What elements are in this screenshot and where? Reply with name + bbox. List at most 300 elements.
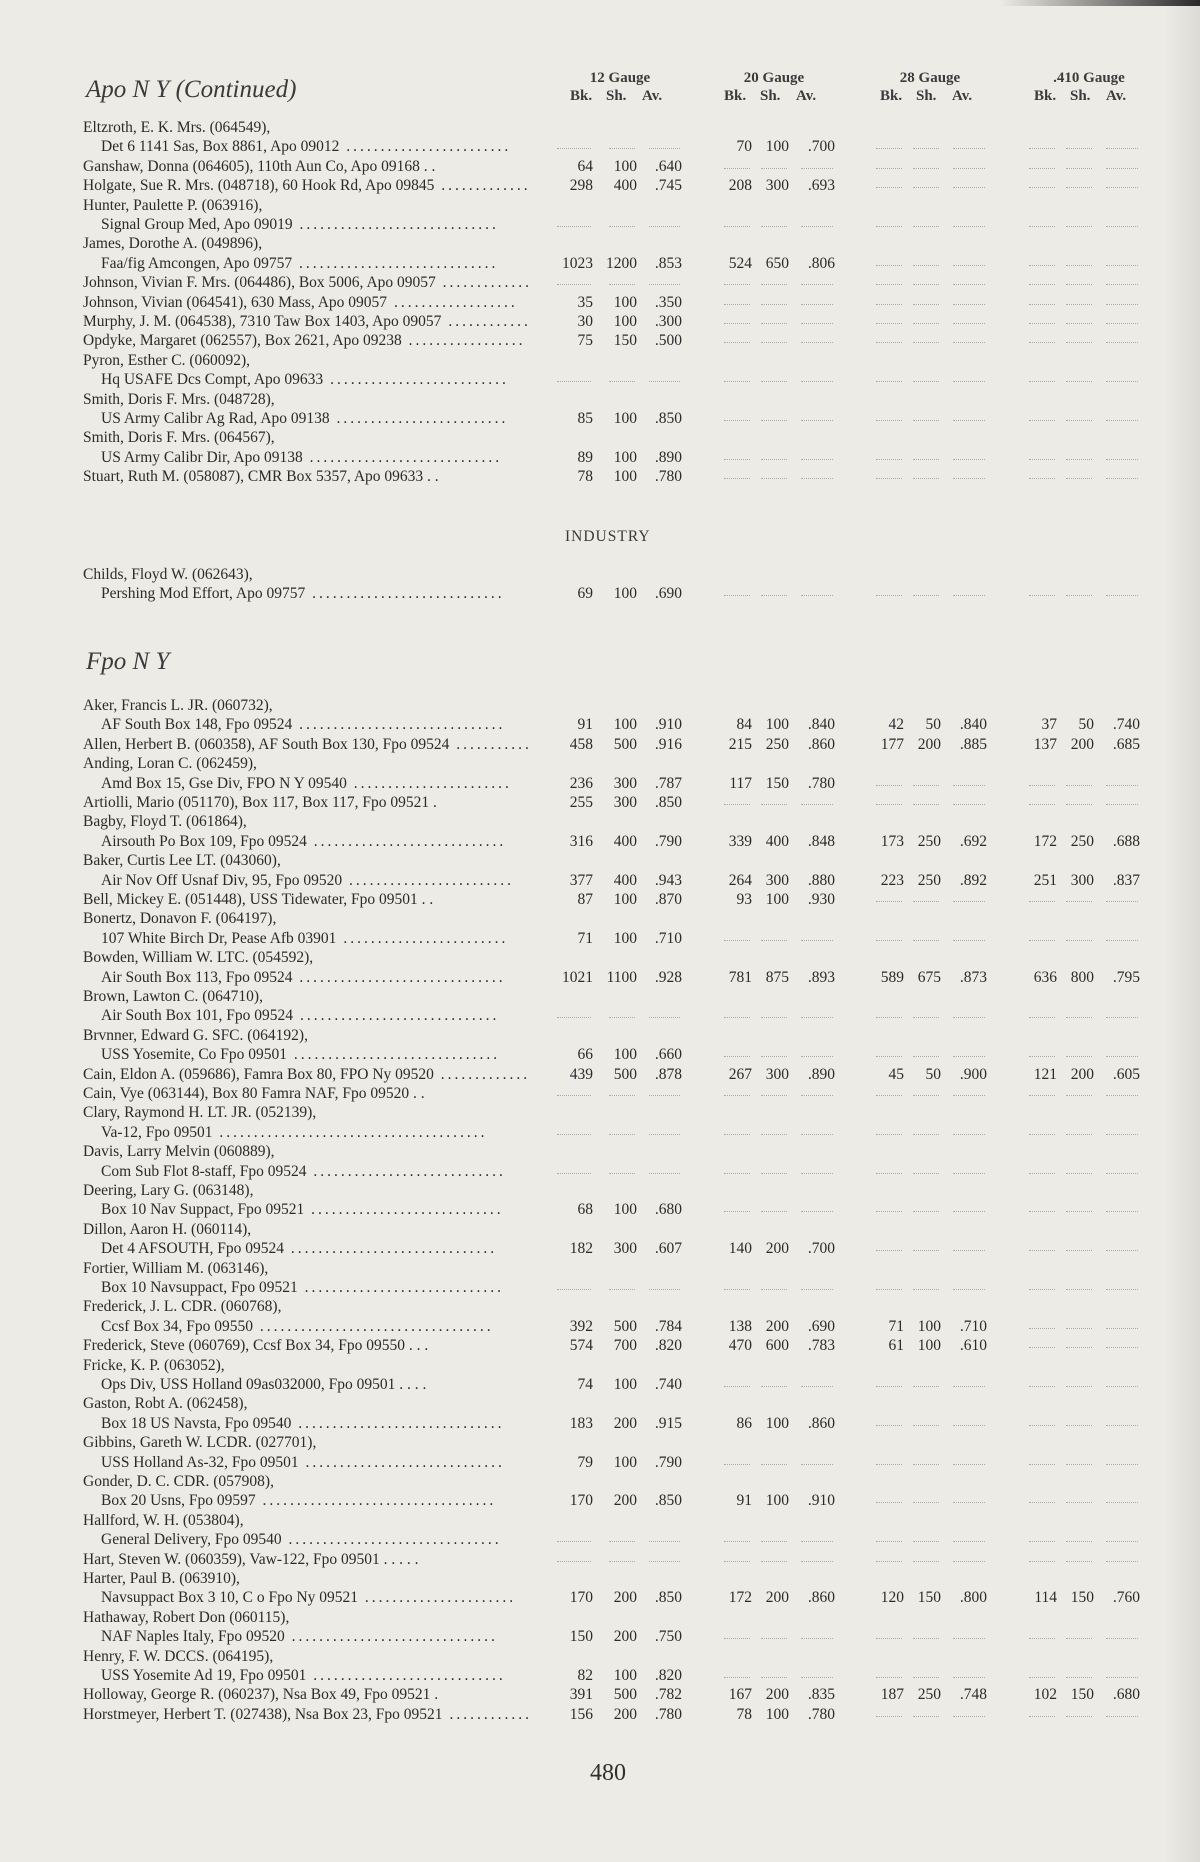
sh-header: Sh. [760, 88, 781, 104]
entry-text: Signal Group Med, Apo 09019 [101, 216, 293, 233]
entry-line [0, 1162, 1200, 1181]
shooter-name [83, 565, 253, 584]
g12-bk-value: 69 [577, 585, 593, 603]
empty-score-placeholder [1066, 804, 1092, 805]
g410-sh-value: 150 [1070, 1686, 1094, 1704]
empty-score-placeholder [557, 381, 591, 382]
empty-score-placeholder [1106, 1638, 1138, 1639]
g12-av-value: .607 [654, 1240, 682, 1258]
empty-score-placeholder [953, 323, 985, 324]
empty-score-placeholder [1066, 168, 1092, 169]
empty-score-placeholder [801, 1464, 833, 1465]
entry-text: US Army Calibr Ag Rad, Apo 09138 [101, 410, 330, 427]
empty-score-placeholder [1029, 1250, 1055, 1251]
empty-score-placeholder [953, 1386, 985, 1387]
g410-bk-value: 172 [1033, 832, 1057, 850]
industry-heading: INDUSTRY [565, 528, 651, 545]
empty-score-placeholder [1029, 1561, 1055, 1562]
entry-text: Stuart, Ruth M. (058087), CMR Box 5357, Apo 09633 . . [83, 468, 439, 486]
empty-score-placeholder [609, 284, 635, 285]
entry-line [0, 1123, 1200, 1142]
entry-text: Va-12, Fpo 09501 [101, 1123, 213, 1141]
empty-score-placeholder [1029, 478, 1055, 479]
entry-line [0, 793, 1200, 812]
g20-av-value: .700 [807, 1240, 835, 1258]
g12-bk-value: 298 [569, 177, 593, 195]
empty-score-placeholder [1106, 342, 1138, 343]
shooter-name [83, 351, 250, 370]
entry-line [0, 448, 1200, 467]
empty-score-placeholder [876, 226, 902, 227]
shooter-name [83, 273, 532, 292]
shooter-name [83, 234, 262, 253]
empty-score-placeholder [724, 304, 750, 305]
g28-bk-value: 71 [888, 1317, 904, 1335]
entry-text: Horstmeyer, Herbert T. (027438), Nsa Box 23, Fpo 09521 [83, 1705, 443, 1723]
entry-line [0, 812, 1200, 831]
empty-score-placeholder [1106, 1017, 1138, 1018]
empty-score-placeholder [876, 1095, 902, 1096]
shooter-address [101, 774, 512, 793]
empty-score-placeholder [876, 478, 902, 479]
shooter-name [83, 1220, 251, 1239]
leader-dots: ........................ [342, 871, 514, 889]
entry-text: Box 18 US Navsta, Fpo 09540 [101, 1414, 292, 1432]
entry-text: Hunter, Paulette P. (063916), [83, 196, 263, 214]
empty-score-placeholder [876, 901, 902, 902]
empty-score-placeholder [761, 1017, 787, 1018]
g12-bk-value: 91 [577, 716, 593, 734]
entry-line [0, 871, 1200, 890]
g12-sh-value: 100 [613, 448, 637, 466]
entry-line [0, 851, 1200, 870]
empty-score-placeholder [609, 381, 635, 382]
empty-score-placeholder [1029, 420, 1055, 421]
shooter-name [83, 812, 247, 831]
empty-score-placeholder [724, 478, 750, 479]
g12-sh-value: 100 [613, 1201, 637, 1219]
empty-score-placeholder [1066, 1017, 1092, 1018]
leader-dots: ............. [434, 177, 531, 195]
g20-av-value: .700 [807, 138, 835, 156]
empty-score-placeholder [913, 1211, 939, 1212]
leader-dots: ......................... [329, 410, 509, 427]
empty-score-placeholder [724, 1134, 750, 1135]
empty-score-placeholder [1029, 381, 1055, 382]
empty-score-placeholder [1106, 1211, 1138, 1212]
entry-text: Holgate, Sue R. Mrs. (048718), 60 Hook Rd, Apo 09845 [83, 177, 435, 195]
g20-sh-value: 875 [765, 968, 789, 986]
g28-sh-value: 50 [925, 1065, 941, 1083]
sh-header: Sh. [606, 88, 627, 104]
empty-score-placeholder [913, 187, 939, 188]
empty-score-placeholder [801, 226, 833, 227]
entry-text: Eltzroth, E. K. Mrs. (064549), [83, 119, 271, 136]
g20-sh-value: 300 [765, 1065, 789, 1083]
g28-sh-value: 100 [917, 1317, 941, 1335]
empty-score-placeholder [609, 1095, 635, 1096]
g20-bk-value: 215 [728, 735, 752, 753]
entry-line [0, 1685, 1200, 1704]
g12-av-value: .915 [654, 1414, 682, 1432]
empty-score-placeholder [1106, 1502, 1138, 1503]
entry-line [0, 157, 1200, 176]
g410-bk-value: 114 [1034, 1589, 1057, 1607]
entry-line [0, 176, 1200, 195]
empty-score-placeholder [761, 1173, 787, 1174]
empty-score-placeholder [1029, 1541, 1055, 1542]
leader-dots: ............................... [281, 1531, 502, 1549]
g20-sh-value: 650 [765, 254, 789, 272]
entry-line [0, 1608, 1200, 1627]
leader-dots: .................. [387, 293, 518, 311]
leader-dots: .......................... [323, 371, 509, 389]
empty-score-placeholder [1029, 1386, 1055, 1387]
empty-score-placeholder [1066, 304, 1092, 305]
leader-dots: ............................ [306, 832, 507, 850]
empty-score-placeholder [1029, 1425, 1055, 1426]
g12-bk-value: 439 [569, 1065, 593, 1083]
empty-score-placeholder [913, 168, 939, 169]
shooter-name [83, 467, 439, 486]
entry-text: Aker, Francis L. JR. (060732), [83, 697, 273, 714]
empty-score-placeholder [913, 226, 939, 227]
entry-text: Smith, Doris F. Mrs. (048728), [83, 390, 275, 408]
empty-score-placeholder [724, 226, 750, 227]
empty-score-placeholder [1106, 284, 1138, 285]
shooter-name [83, 118, 270, 137]
leader-dots: .................................. [253, 1317, 494, 1335]
empty-score-placeholder [1106, 804, 1138, 805]
g410-bk-value: 102 [1033, 1686, 1057, 1704]
g20-sh-value: 200 [765, 1686, 789, 1704]
g12-bk-value: 66 [577, 1046, 593, 1064]
entry-line [0, 1394, 1200, 1413]
g12-av-value: .750 [654, 1628, 682, 1646]
empty-score-placeholder [1106, 459, 1138, 460]
g12-sh-value: 200 [613, 1414, 637, 1432]
empty-score-placeholder [953, 804, 985, 805]
g12-bk-value: 1023 [562, 254, 593, 272]
leader-dots: ............................ [304, 1201, 504, 1219]
empty-score-placeholder [724, 1561, 750, 1562]
g12-av-value: .780 [654, 468, 682, 486]
empty-score-placeholder [761, 168, 787, 169]
empty-score-placeholder [1029, 1347, 1055, 1348]
shooter-address [101, 871, 514, 890]
page-number: 480 [590, 1760, 626, 1786]
empty-score-placeholder [913, 1095, 939, 1096]
entry-text: Frederick, J. L. CDR. (060768), [83, 1298, 282, 1316]
entry-text: Gibbins, Gareth W. LCDR. (027701), [83, 1434, 317, 1452]
empty-score-placeholder [1106, 226, 1138, 227]
empty-score-placeholder [913, 459, 939, 460]
g12-av-value: .350 [654, 293, 682, 311]
empty-score-placeholder [724, 1541, 750, 1542]
g28-av-value: .892 [959, 871, 987, 889]
leader-dots: ....................... [346, 774, 512, 792]
shooter-name [83, 1026, 308, 1045]
empty-score-placeholder [913, 284, 939, 285]
empty-score-placeholder [913, 1289, 939, 1290]
empty-score-placeholder [1029, 1095, 1055, 1096]
g20-sh-value: 400 [765, 832, 789, 850]
gauge-column-headers [0, 70, 1200, 116]
g12-av-value: .850 [654, 1589, 682, 1607]
g20-sh-value: 100 [765, 1492, 789, 1510]
empty-score-placeholder [876, 1716, 902, 1717]
shooter-name [83, 1511, 244, 1530]
empty-score-placeholder [724, 595, 750, 596]
shooter-address [101, 832, 506, 851]
g20-bk-value: 70 [736, 138, 752, 156]
empty-score-placeholder [724, 1464, 750, 1465]
g20-bk-value: 167 [728, 1686, 752, 1704]
g12-av-value: .850 [654, 1492, 682, 1510]
empty-score-placeholder [609, 1541, 635, 1542]
g20-av-value: .880 [807, 871, 835, 889]
shooter-name [83, 293, 518, 312]
entry-text: AF South Box 148, Fpo 09524 [101, 716, 293, 734]
leader-dots: ............................. [297, 1279, 505, 1296]
g12-bk-value: 1021 [562, 968, 593, 986]
empty-score-placeholder [1106, 785, 1138, 786]
entry-text: Opdyke, Margaret (062557), Box 2621, Apo 09238 [83, 332, 402, 350]
entry-text: Airsouth Po Box 109, Fpo 09524 [101, 832, 307, 850]
entry-line [0, 1103, 1200, 1122]
g20-sh-value: 100 [765, 716, 789, 734]
entry-line [0, 1026, 1200, 1045]
empty-score-placeholder [876, 168, 902, 169]
shooter-address [101, 1453, 505, 1472]
empty-score-placeholder [557, 1173, 591, 1174]
empty-score-placeholder [913, 1464, 939, 1465]
empty-score-placeholder [1029, 284, 1055, 285]
empty-score-placeholder [953, 420, 985, 421]
entry-text: Baker, Curtis Lee LT. (043060), [83, 852, 281, 870]
shooter-address [101, 370, 509, 389]
shooter-address [101, 1200, 504, 1219]
entry-line [0, 948, 1200, 967]
leader-dots: ............ [441, 313, 531, 330]
empty-score-placeholder [724, 1173, 750, 1174]
empty-score-placeholder [913, 420, 939, 421]
empty-score-placeholder [1066, 1173, 1092, 1174]
g410-av-value: .795 [1112, 968, 1140, 986]
g12-av-value: .928 [654, 968, 682, 986]
empty-score-placeholder [1029, 1211, 1055, 1212]
g20-av-value: .840 [807, 716, 835, 734]
shooter-name [83, 1394, 247, 1413]
entry-text: Gonder, D. C. CDR. (057908), [83, 1473, 274, 1490]
empty-score-placeholder [876, 304, 902, 305]
empty-score-placeholder [876, 1386, 902, 1387]
empty-score-placeholder [876, 1017, 902, 1018]
empty-score-placeholder [761, 940, 787, 941]
entry-line [0, 1491, 1200, 1510]
empty-score-placeholder [1066, 148, 1092, 149]
g28-sh-value: 200 [917, 735, 941, 753]
empty-score-placeholder [557, 148, 591, 149]
empty-score-placeholder [953, 1638, 985, 1639]
leader-dots: ............ [442, 1705, 532, 1723]
entry-line [0, 273, 1200, 292]
g20-av-value: .783 [807, 1337, 835, 1355]
g20-bk-value: 267 [728, 1065, 752, 1083]
empty-score-placeholder [1066, 381, 1092, 382]
entry-line [0, 1317, 1200, 1336]
g410-sh-value: 50 [1078, 716, 1094, 734]
entry-text: Ops Div, USS Holland 09as032000, Fpo 09501 . . . . [101, 1376, 427, 1393]
empty-score-placeholder [913, 381, 939, 382]
empty-score-placeholder [876, 420, 902, 421]
g20-bk-value: 264 [728, 871, 752, 889]
g12-sh-value: 100 [613, 891, 637, 908]
g20-sh-value: 600 [765, 1337, 789, 1355]
empty-score-placeholder [649, 1095, 680, 1096]
empty-score-placeholder [876, 323, 902, 324]
g12-sh-value: 150 [613, 332, 637, 350]
g12-sh-value: 100 [613, 468, 637, 486]
shooter-address [101, 1045, 500, 1064]
empty-score-placeholder [801, 420, 833, 421]
shooter-name [83, 312, 531, 331]
leader-dots: .............................. [284, 1628, 498, 1646]
empty-score-placeholder [761, 342, 787, 343]
empty-score-placeholder [953, 304, 985, 305]
empty-score-placeholder [1066, 342, 1092, 343]
g12-sh-value: 100 [613, 293, 637, 311]
g20-bk-value: 84 [736, 716, 752, 734]
g12-bk-value: 64 [577, 157, 593, 175]
empty-score-placeholder [761, 1095, 787, 1096]
empty-score-placeholder [1106, 168, 1138, 169]
shooter-address [101, 584, 505, 603]
g20-bk-value: 117 [729, 774, 752, 792]
empty-score-placeholder [1066, 226, 1092, 227]
g12-sh-value: 100 [613, 1667, 637, 1684]
leader-dots: ............................ [305, 585, 505, 603]
empty-score-placeholder [876, 940, 902, 941]
empty-score-placeholder [876, 785, 902, 786]
g28-av-value: .748 [959, 1686, 987, 1704]
empty-score-placeholder [724, 284, 750, 285]
empty-score-placeholder [724, 1289, 750, 1290]
g20-av-value: .893 [807, 968, 835, 986]
shooter-name [83, 196, 262, 215]
g12-sh-value: 300 [613, 774, 637, 792]
shooter-address [101, 215, 499, 234]
empty-score-placeholder [1066, 478, 1092, 479]
shooter-name [83, 1142, 275, 1161]
shooter-address [101, 254, 498, 273]
g12-av-value: .740 [654, 1376, 682, 1393]
empty-score-placeholder [876, 1056, 902, 1057]
entry-line [0, 1705, 1200, 1724]
g28-av-value: .692 [959, 832, 987, 850]
empty-score-placeholder [953, 1134, 985, 1135]
empty-score-placeholder [913, 1386, 939, 1387]
g12-sh-value: 500 [613, 1317, 637, 1335]
empty-score-placeholder [1106, 1541, 1138, 1542]
empty-score-placeholder [876, 1541, 902, 1542]
empty-score-placeholder [1106, 1289, 1138, 1290]
g12-av-value: .820 [654, 1667, 682, 1684]
entry-text: Childs, Floyd W. (062643), [83, 566, 253, 583]
empty-score-placeholder [913, 148, 939, 149]
g28-sh-value: 250 [917, 871, 941, 889]
empty-score-placeholder [801, 342, 833, 343]
empty-score-placeholder [913, 804, 939, 805]
gauge-title: 12 Gauge [589, 70, 651, 86]
shooter-name [83, 1181, 253, 1200]
entry-text: US Army Calibr Dir, Apo 09138 [101, 448, 303, 466]
empty-score-placeholder [761, 1134, 787, 1135]
entry-text: USS Yosemite Ad 19, Fpo 09501 [101, 1667, 307, 1684]
g12-sh-value: 100 [613, 313, 637, 330]
g12-av-value: .890 [654, 448, 682, 466]
shooter-address [101, 1006, 499, 1025]
empty-score-placeholder [1066, 1386, 1092, 1387]
empty-score-placeholder [557, 1561, 591, 1562]
g12-av-value: .782 [654, 1686, 682, 1704]
empty-score-placeholder [1066, 420, 1092, 421]
empty-score-placeholder [557, 226, 591, 227]
empty-score-placeholder [1029, 459, 1055, 460]
g12-av-value: .787 [654, 774, 682, 792]
g20-sh-value: 300 [765, 177, 789, 195]
entry-line [0, 1045, 1200, 1064]
empty-score-placeholder [724, 459, 750, 460]
empty-score-placeholder [953, 901, 985, 902]
g12-av-value: .745 [654, 177, 682, 195]
empty-score-placeholder [1106, 478, 1138, 479]
leader-dots: ............................. [292, 216, 499, 233]
g20-av-value: .890 [807, 1065, 835, 1083]
shooter-name [83, 1550, 419, 1569]
empty-score-placeholder [1066, 901, 1092, 902]
shooter-name [83, 735, 532, 754]
empty-score-placeholder [1029, 1677, 1055, 1678]
shooter-name [83, 1705, 532, 1724]
leader-dots: ............. [433, 1065, 531, 1083]
empty-score-placeholder [724, 1056, 750, 1057]
entry-text: Bagby, Floyd T. (061864), [83, 813, 247, 831]
empty-score-placeholder [953, 226, 985, 227]
g20-av-value: .780 [807, 774, 835, 792]
shooter-name [83, 1336, 428, 1355]
shooter-name [83, 1608, 289, 1627]
empty-score-placeholder [1106, 265, 1138, 266]
entry-line [0, 234, 1200, 253]
entry-line [0, 1472, 1200, 1491]
empty-score-placeholder [724, 1017, 750, 1018]
entry-line [0, 254, 1200, 273]
entry-line [0, 1433, 1200, 1452]
empty-score-placeholder [1106, 420, 1138, 421]
g12-bk-value: 255 [569, 794, 593, 811]
empty-score-placeholder [649, 148, 680, 149]
empty-score-placeholder [913, 342, 939, 343]
empty-score-placeholder [1066, 459, 1092, 460]
empty-score-placeholder [876, 342, 902, 343]
empty-score-placeholder [953, 940, 985, 941]
g12-bk-value: 183 [569, 1414, 593, 1432]
shooter-name [83, 1065, 530, 1084]
empty-score-placeholder [557, 1134, 591, 1135]
leader-dots: ............................ [306, 1667, 506, 1684]
g20-sh-value: 150 [765, 774, 789, 792]
